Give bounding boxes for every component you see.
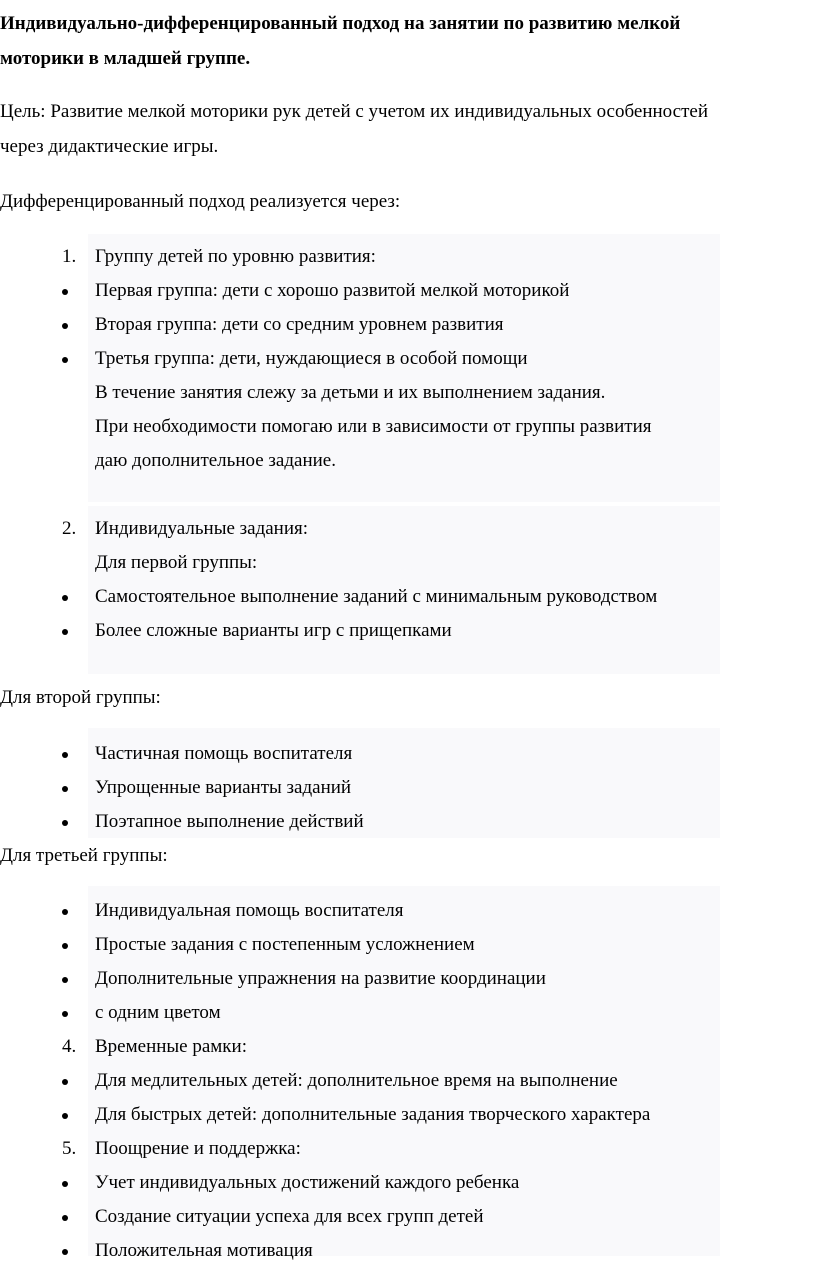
bullet-icon [62,1011,68,1017]
bullet-icon [62,909,68,915]
group-2-bullet-2: Упрощенные варианты заданий [95,777,352,798]
section-1-note-2: При необходимости помогаю или в зависимости от группы развития [95,416,652,437]
bullet-icon [62,977,68,983]
section-2-bullet-1: Самостоятельное выполнение заданий с минимальным руководством [95,586,658,607]
bullet-icon [62,357,68,363]
section-5-bullet-2: Создание ситуации успеха для всех групп детей [95,1206,484,1227]
group-3-bullet-1: Индивидуальная помощь воспитателя [95,900,404,921]
bullet-icon [62,1181,68,1187]
intro-text: Дифференцированный подход реализуется через: [0,191,401,212]
section-1-note-1: В течение занятия слежу за детьми и их выполнением задания. [95,382,606,403]
section-1-heading: Группу детей по уровню развития: [95,246,376,267]
section-1-bullet-3: Третья группа: дети, нуждающиеся в особой помощи [95,348,528,369]
group-3-bullet-3: Дополнительные упражнения на развитие координации [95,968,546,989]
group-2-bullet-1: Частичная помощь воспитателя [95,743,353,764]
list-number-4: 4. [62,1036,77,1057]
goal-text-line-1: Цель: Развитие мелкой моторики рук детей с учетом их индивидуальных особенностей [0,101,708,122]
bullet-icon [62,752,68,758]
section-1-note-3: даю дополнительное задание. [95,450,336,471]
section-2-subheading: Для первой группы: [95,552,258,573]
bullet-icon [62,323,68,329]
bullet-icon [62,943,68,949]
section-4-bullet-2: Для быстрых детей: дополнительные задания творческого характера [95,1104,651,1125]
group-2-heading: Для второй группы: [0,687,161,708]
bullet-icon [62,1079,68,1085]
section-1-bullet-2: Вторая группа: дети со средним уровнем развития [95,314,504,335]
group-3-bullet-4: с одним цветом [95,1002,221,1023]
section-5-heading: Поощрение и поддержка: [95,1138,301,1159]
bullet-icon [62,629,68,635]
bullet-icon [62,786,68,792]
section-5-bullet-1: Учет индивидуальных достижений каждого ребенка [95,1172,520,1193]
section-2-heading: Индивидуальные задания: [95,518,309,539]
group-3-heading: Для третьей группы: [0,845,168,866]
list-number-1: 1. [62,246,77,267]
section-4-heading: Временные рамки: [95,1036,247,1057]
list-number-2: 2. [62,518,77,539]
section-2-bullet-2: Более сложные варианты игр с прищепками [95,620,452,641]
section-1-bullet-1: Первая группа: дети с хорошо развитой мелкой моторикой [95,280,570,301]
section-4-bullet-1: Для медлительных детей: дополнительное время на выполнение [95,1070,618,1091]
bullet-icon [62,1113,68,1119]
bullet-icon [62,595,68,601]
list-number-5: 5. [62,1138,77,1159]
group-2-bullet-3: Поэтапное выполнение действий [95,811,364,832]
bullet-icon [62,820,68,826]
document-title-line-1: Индивидуально-дифференцированный подход на занятии по развитию мелкой [0,13,681,34]
section-5-bullet-3: Положительная мотивация [95,1240,313,1261]
bullet-icon [62,1215,68,1221]
bullet-icon [62,289,68,295]
group-3-bullet-2: Простые задания с постепенным усложнением [95,934,475,955]
document-title-line-2: моторики в младшей группе. [0,48,251,69]
goal-text-line-2: через дидактические игры. [0,136,219,157]
bullet-icon [62,1249,68,1255]
